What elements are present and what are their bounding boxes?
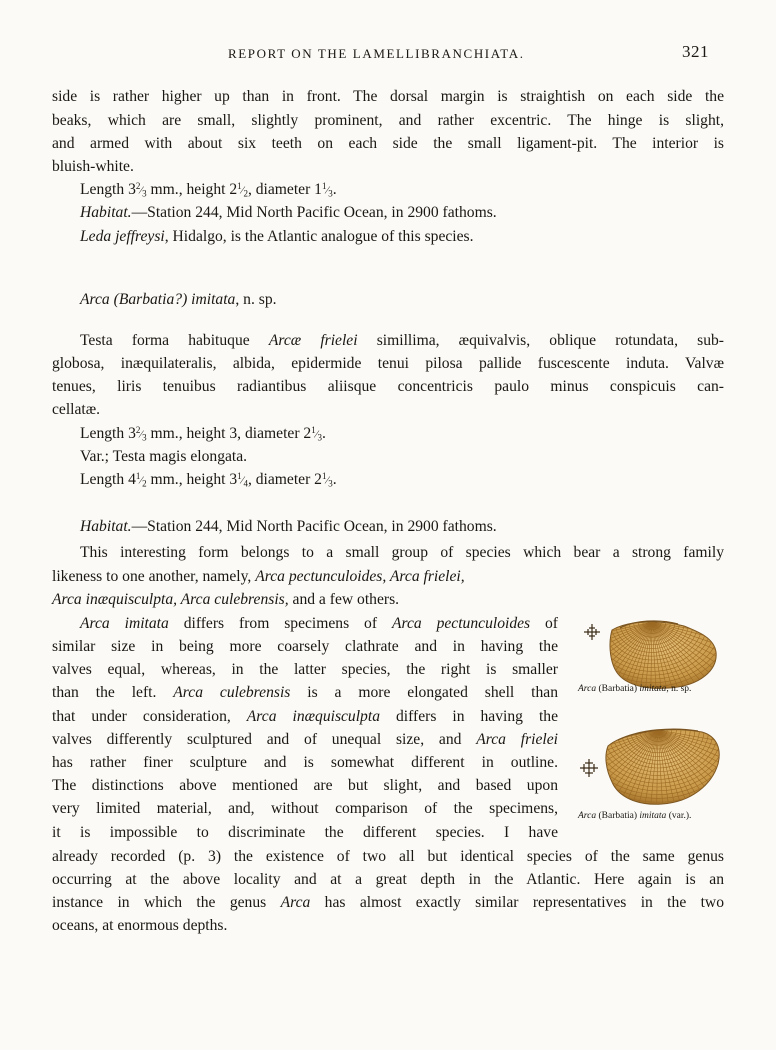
text-line: bluish-white. [52,158,134,175]
discussion-line: that under consideration, Arca inæquisculpta differs in having the [52,708,558,725]
analogue-line: Leda jeffreysi, Hidalgo, is the Atlantic analogue of this species. [80,228,474,245]
habitat-line: Habitat.—Station 244, Mid North Pacific Ocean, in 2900 fathoms. [80,518,497,535]
scale-cross-icon [580,759,598,777]
text-line: beaks, which are small, slightly prominent, and rather excentric. The hinge is slight, [52,112,724,129]
discussion-line: similar size in being more coarsely clathrate and in having the [52,638,558,655]
discussion-line: oceans, at enormous depths. [52,917,228,934]
figure-caption: Arca (Barbatia) imitata, n. sp. [578,684,692,694]
discussion-line: Arca inæquisculpta, Arca culebrensis, and a few others. [52,591,400,608]
latin-line: cellatæ. [52,401,101,418]
discussion-line: Arca imitata differs from specimens of Arca pectunculoides of [80,615,558,632]
shell-illustration [574,610,726,692]
figure-caption: Arca (Barbatia) imitata (var.). [578,811,692,821]
measurement-line: Length $3^2⁄_3$ mm., height $2^1⁄_2$, diameter $1^1⁄_3$. [80,180,337,199]
habitat-line: Habitat.—Station 244, Mid North Pacific Ocean, in 2900 fathoms. [80,204,497,221]
species-heading: Arca (Barbatia?) imitata, n. sp. [80,291,277,308]
figure-shell-variety [574,722,726,812]
discussion-line: has rather finer sculpture and is somewhat different in outline. [52,754,558,771]
discussion-line: likeness to one another, namely, Arca pectunculoides, Arca frielei, [52,568,465,585]
discussion-line: The distinctions above mentioned are but slight, and based upon [52,777,558,794]
latin-line: tenues, liris tenuibus radiantibus aliisque concentricis paulo minus conspicuis can- [52,378,724,395]
variety-line: Var.; Testa magis elongata. [80,448,248,465]
figure-shell-type [574,610,726,692]
shell-illustration [574,722,726,812]
latin-line: globosa, inæquilateralis, albida, epidermide tenui pilosa pallide fuscescente induta. Valvæ [52,355,724,372]
latin-line: Testa forma habituque Arcæ frielei simillima, æquivalvis, oblique rotundata, sub- [80,332,724,349]
discussion-line: already recorded (p. 3) the existence of two all but identical species of the same genus [52,848,724,865]
discussion-line: it is impossible to discriminate the different species. I have [52,824,558,841]
text-line: and armed with about six teeth on each side the small ligament-pit. The interior is [52,135,724,152]
discussion-line: valves differently sculptured and of unequal size, and Arca frielei [52,731,558,748]
discussion-line: valves equal, whereas, in the latter species, the right is smaller [52,661,558,678]
running-title: REPORT ON THE LAMELLIBRANCHIATA. [228,46,525,61]
discussion-line: This interesting form belongs to a small group of species which bear a strong family [80,544,724,561]
measurement-line: Length $4^1⁄_2$ mm., height $3^1⁄_4$, diameter $2^1⁄_3$. [80,470,337,489]
discussion-line: than the left. Arca culebrensis is a more elongated shell than [52,684,558,701]
text-line: side is rather higher up than in front. The dorsal margin is straightish on each side the [52,88,724,105]
page-number: 321 [682,42,709,61]
discussion-line: occurring at the above locality and at a great depth in the Atlantic. Here again is an [52,871,724,888]
discussion-line: instance in which the genus Arca has almost exactly similar representatives in the two [52,894,724,911]
discussion-line: very limited material, and, without comparison of the specimens, [52,800,558,817]
scale-cross-icon [584,624,600,640]
measurement-line: Length $3^2⁄_3$ mm., height 3, diameter $2^1⁄_3$. [80,424,326,443]
